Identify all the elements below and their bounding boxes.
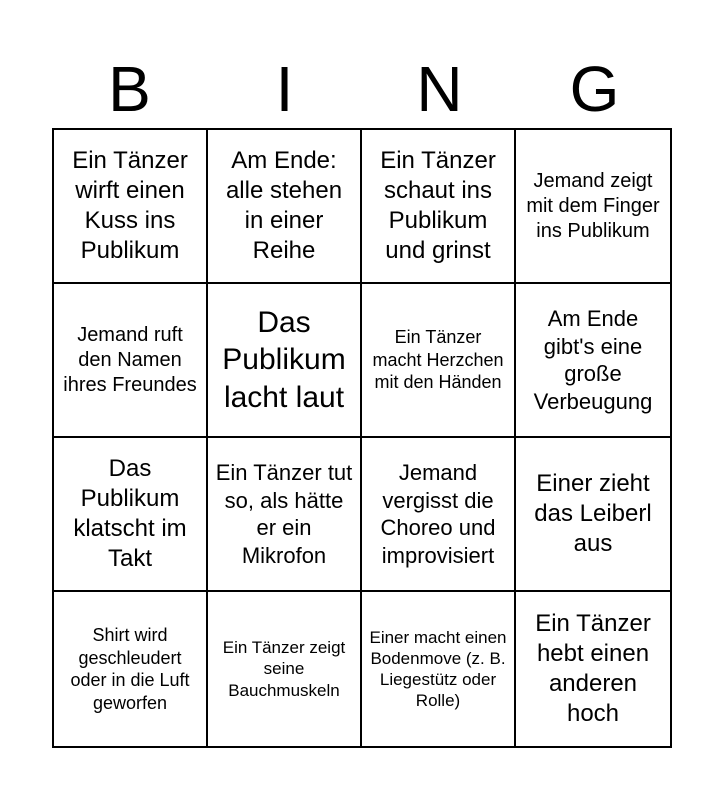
bingo-cell[interactable]: Ein Tänzer schaut ins Publikum und grinst <box>362 130 516 284</box>
bingo-cell[interactable]: Einer macht einen Bodenmove (z. B. Liegestütz oder Rolle) <box>362 592 516 746</box>
bingo-cell[interactable]: Jemand zeigt mit dem Finger ins Publikum <box>516 130 670 284</box>
bingo-cell[interactable]: Das Publikum klatscht im Takt <box>54 438 208 592</box>
bingo-cell[interactable]: Jemand ruft den Namen ihres Freundes <box>54 284 208 438</box>
bingo-cell[interactable]: Ein Tänzer tut so, als hätte er ein Mikrofon <box>208 438 362 592</box>
header-letter-b: B <box>108 53 151 125</box>
bingo-cell[interactable]: Am Ende gibt's eine große Verbeugung <box>516 284 670 438</box>
bingo-cell[interactable]: Ein Tänzer wirft einen Kuss ins Publikum <box>54 130 208 284</box>
bingo-grid <box>52 128 672 748</box>
bingo-cell[interactable]: Ein Tänzer zeigt seine Bauchmuskeln <box>208 592 362 746</box>
bingo-cell[interactable]: Ein Tänzer macht Herzchen mit den Händen <box>362 284 516 438</box>
header-letter-g: G <box>569 53 620 125</box>
bingo-cell[interactable]: Das Publikum lacht laut <box>208 284 362 438</box>
bingo-cell[interactable]: Jemand vergisst die Choreo und improvisiert <box>362 438 516 592</box>
header-letter-n: N <box>416 53 463 125</box>
bingo-cell[interactable]: Ein Tänzer hebt einen anderen hoch <box>535 610 651 727</box>
bingo-cell[interactable]: Shirt wird geschleudert oder in die Luft geworfen <box>54 592 208 746</box>
bingo-cell[interactable]: Am Ende: alle stehen in einer Reihe <box>208 130 362 284</box>
header-letter-i: I <box>275 53 294 125</box>
bingo-header <box>52 50 672 128</box>
bingo-cell[interactable]: Einer zieht das Leiberl aus <box>516 438 670 592</box>
